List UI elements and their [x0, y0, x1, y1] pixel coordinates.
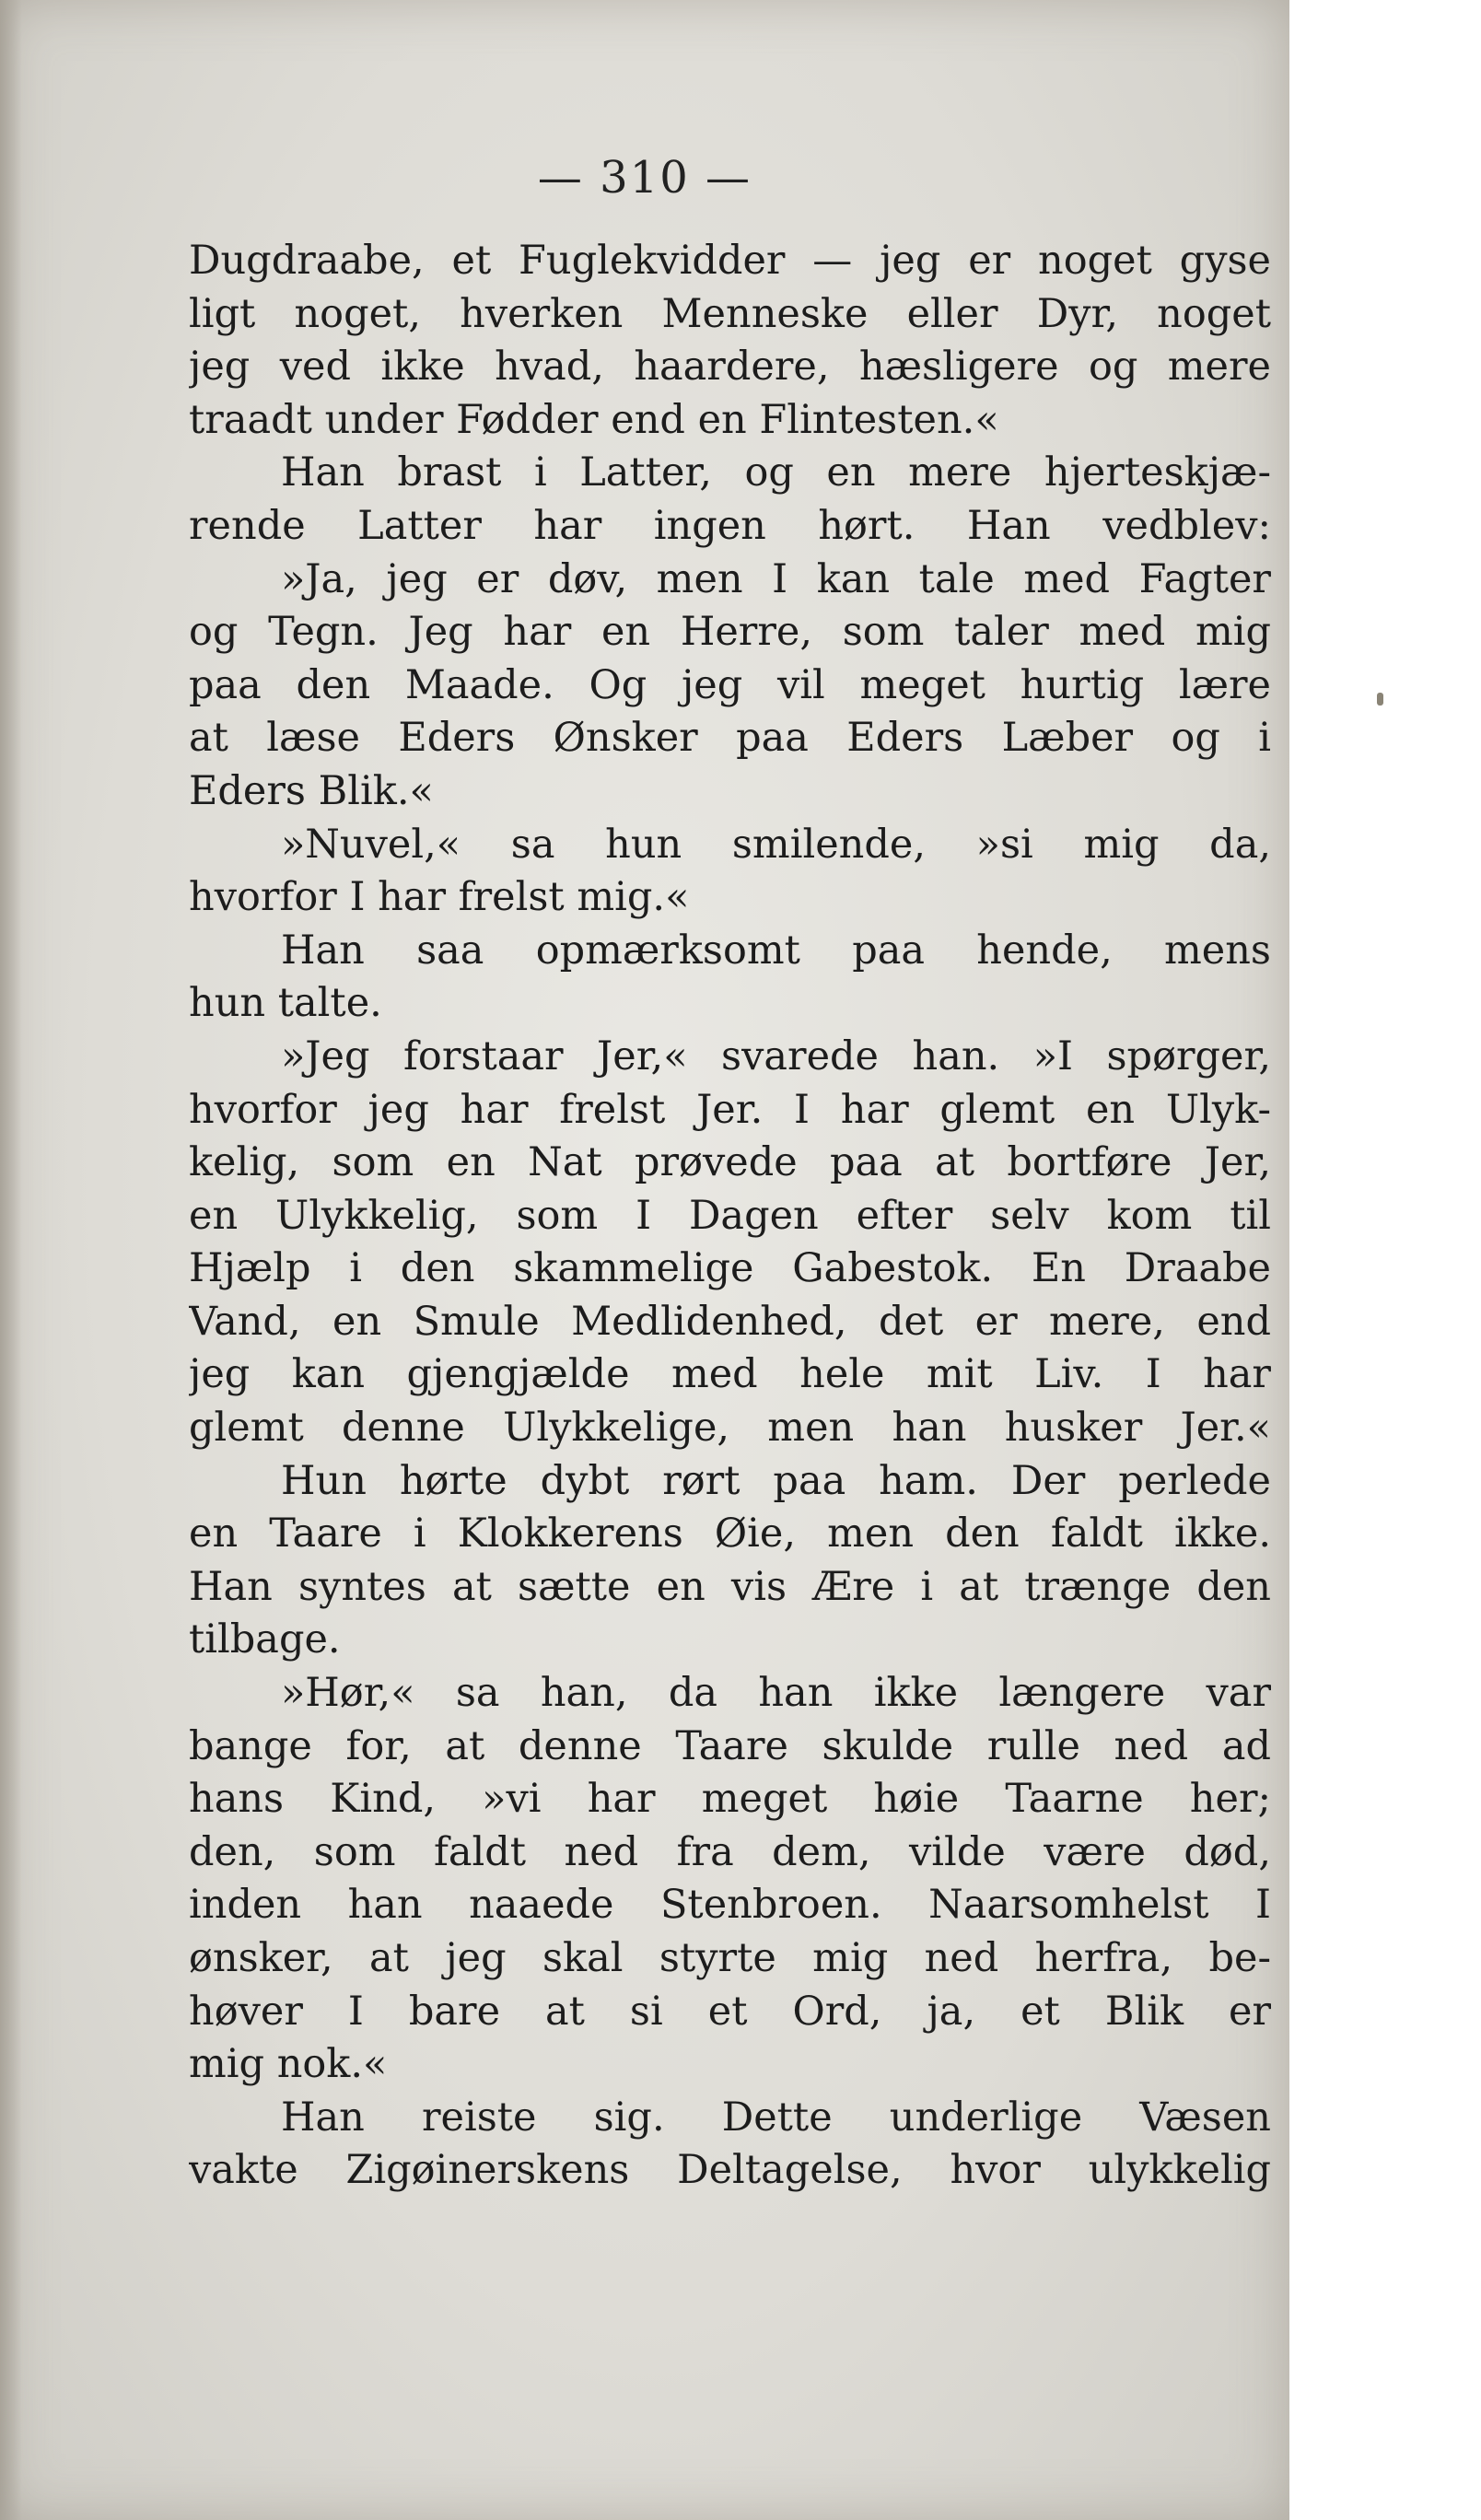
text-line: mig nok.«: [189, 2041, 388, 2088]
text-line: en Taare i Klokkerens Øie, men den faldt ikke.: [189, 1511, 1271, 1558]
text-line: hvorfor I har frelst mig.«: [189, 874, 690, 921]
text-line: »Jeg forstaar Jer,« svarede han. »I spørger,: [281, 1032, 1271, 1079]
text-line: paa den Maade. Og jeg vil meget hurtig lære: [189, 661, 1271, 708]
text-line: Hjælp i den skammelige Gabestok. En Draabe: [189, 1245, 1271, 1292]
text-line: ligt noget, hverken Menneske eller Dyr, noget: [189, 290, 1271, 337]
text-line: hvorfor jeg har frelst Jer. I har glemt en Ulyk-: [189, 1086, 1271, 1133]
ink-speck: [1377, 693, 1383, 706]
text-line: bange for, at denne Taare skulde rulle ned ad: [189, 1722, 1271, 1769]
text-line: Vand, en Smule Medlidenhed, det er mere, end: [189, 1298, 1271, 1345]
text-line: rende Latter har ingen hørt. Han vedblev:: [189, 502, 1271, 549]
text-line: at læse Eders Ønsker paa Eders Læber og i: [189, 715, 1271, 762]
text-line: den, som faldt ned fra dem, vilde være død,: [189, 1828, 1271, 1875]
text-line: vakte Zigøinerskens Deltagelse, hvor ulykkelig: [189, 2147, 1271, 2194]
text-line: tilbage.: [189, 1616, 341, 1663]
text-line: Hun hørte dybt rørt paa ham. Der perlede: [281, 1457, 1271, 1504]
page-number: — 310 —: [537, 152, 752, 204]
text-line: jeg kan gjengjælde med hele mit Liv. I har: [189, 1351, 1271, 1398]
text-line: og Tegn. Jeg har en Herre, som taler med mig: [189, 609, 1271, 656]
text-line: Dugdraabe, et Fuglekvidder — jeg er noget gyse: [189, 238, 1271, 284]
text-line: Han syntes at sætte en vis Ære i at trænge den: [189, 1563, 1271, 1610]
body-text: [189, 235, 1271, 2198]
text-line: hun talte.: [189, 980, 382, 1027]
text-line: glemt denne Ulykkelige, men han husker Jer.«: [189, 1405, 1271, 1452]
text-line: jeg ved ikke hvad, haardere, hæsligere og mere: [189, 344, 1271, 391]
text-line: »Hør,« sa han, da han ikke længere var: [281, 1670, 1271, 1717]
text-line: ønsker, at jeg skal styrte mig ned herfra, be-: [189, 1935, 1271, 1981]
text-line: Han brast i Latter, og en mere hjerteskjæ-: [281, 449, 1271, 496]
text-line: høver I bare at si et Ord, ja, et Blik er: [189, 1988, 1271, 2035]
text-line: traadt under Fødder end en Flintesten.«: [189, 396, 999, 443]
text-line: »Nuvel,« sa hun smilende, »si mig da,: [281, 821, 1271, 868]
text-line: »Ja, jeg er døv, men I kan tale med Fagter: [281, 555, 1271, 602]
text-line: Han saa opmærksomt paa hende, mens: [281, 927, 1271, 974]
text-line: kelig, som en Nat prøvede paa at bortføre Jer,: [189, 1139, 1271, 1186]
text-line: inden han naaede Stenbroen. Naarsomhelst I: [189, 1882, 1271, 1929]
text-line: Eders Blik.«: [189, 767, 434, 814]
text-line: hans Kind, »vi har meget høie Taarne her;: [189, 1776, 1271, 1823]
text-line: en Ulykkelig, som I Dagen efter selv kom til: [189, 1192, 1271, 1239]
text-line: Han reiste sig. Dette underlige Væsen: [281, 2094, 1271, 2141]
page-edge-shadow: [0, 0, 22, 2520]
